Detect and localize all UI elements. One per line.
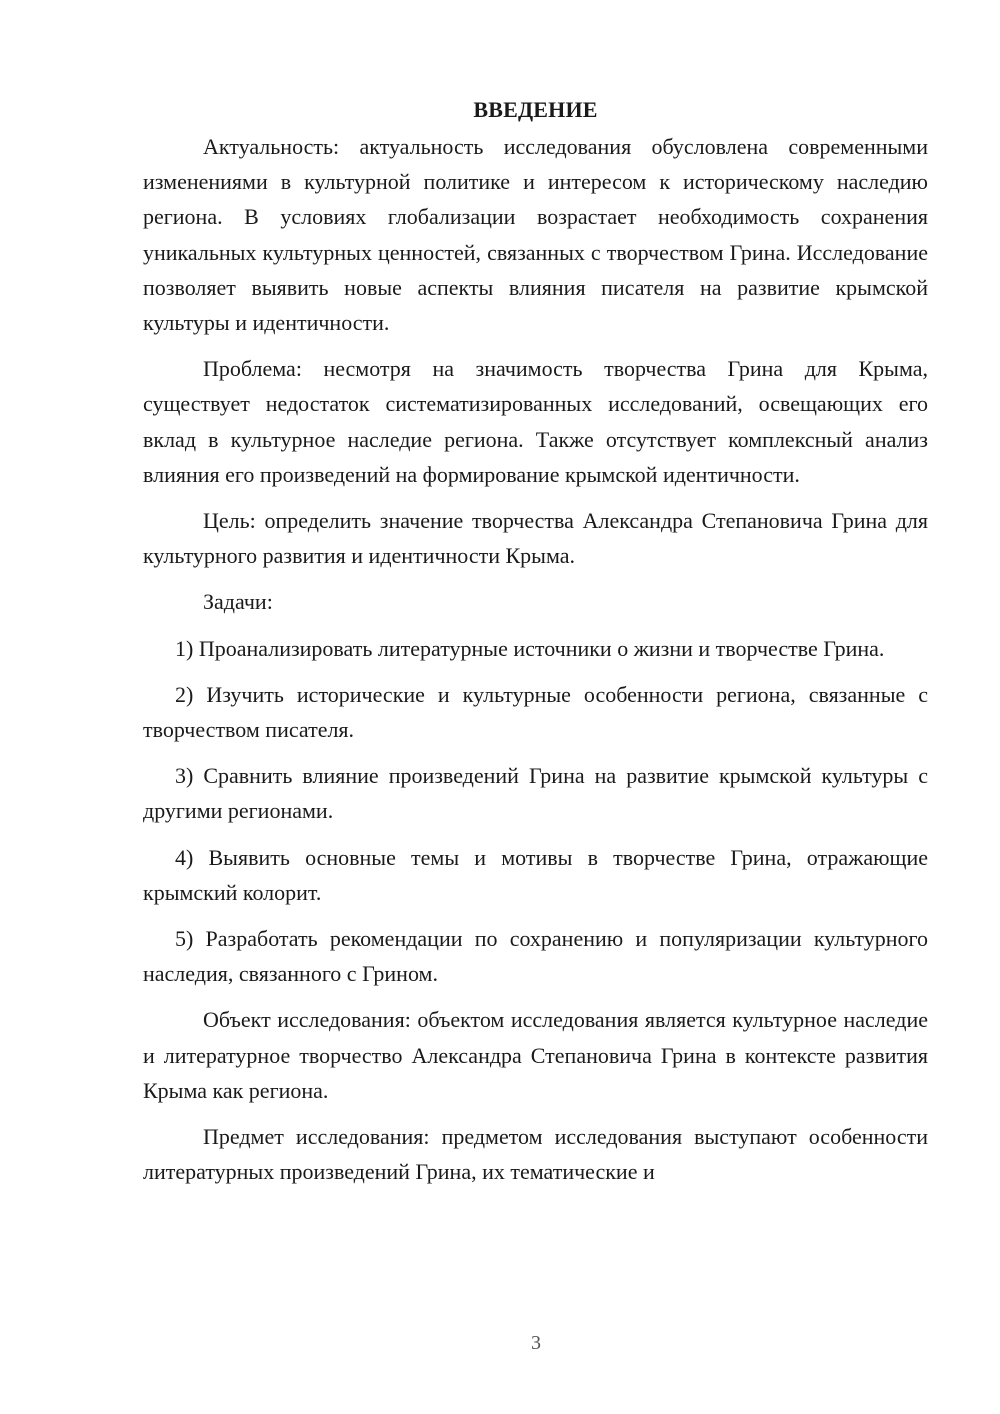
object-paragraph: Объект исследования: объектом исследования является культурное наследие и литературное творчество Александра Степановича Грина в контексте развития Крыма как региона. (143, 1007, 928, 1103)
section-title: ВВЕДЕНИЕ (473, 97, 598, 122)
relevance-paragraph: Актуальность: актуальность исследования обусловлена современными изменениями в культурной политике и интересом к историческому наследию региона. В условиях глобализации возрастает необходимость сохранения уникальных культурных ценностей, связанных с творчеством Грина. Исследование позволяет выявить новые аспекты влияния писателя на развитие крымской культуры и идентичности. (143, 134, 928, 336)
tasks-list (143, 631, 928, 992)
problem-paragraph: Проблема: несмотря на значимость творчества Грина для Крыма, существует недостаток систематизированных исследований, освещающих его вклад в культурное наследие региона. Также отсутствует комплексный анализ влияния его произведений на формирование крымской идентичности. (143, 356, 928, 487)
task-item: 2) Изучить исторические и культурные особенности региона, связанные с творчеством писателя. (143, 681, 928, 743)
page-content (143, 92, 928, 1189)
subject-paragraph: Предмет исследования: предметом исследования выступают особенности литературных произведений Грина, их тематические и (143, 1124, 928, 1185)
task-item: 4) Выявить основные темы и мотивы в творчестве Грина, отражающие крымский колорит. (143, 844, 928, 905)
goal-paragraph: Цель: определить значение творчества Александра Степановича Грина для культурного развития и идентичности Крыма. (143, 508, 928, 569)
tasks-label: Задачи: (203, 589, 273, 615)
task-item: 5) Разработать рекомендации по сохранению и популяризации культурного наследия, связанного с Грином. (143, 926, 928, 987)
page-number: 3 (531, 1332, 541, 1354)
task-item: 3) Сравнить влияние произведений Грина на развитие крымской культуры с другими регионами. (143, 763, 928, 824)
task-item: 1) Проанализировать литературные источники о жизни и творчестве Грина. (175, 635, 885, 661)
